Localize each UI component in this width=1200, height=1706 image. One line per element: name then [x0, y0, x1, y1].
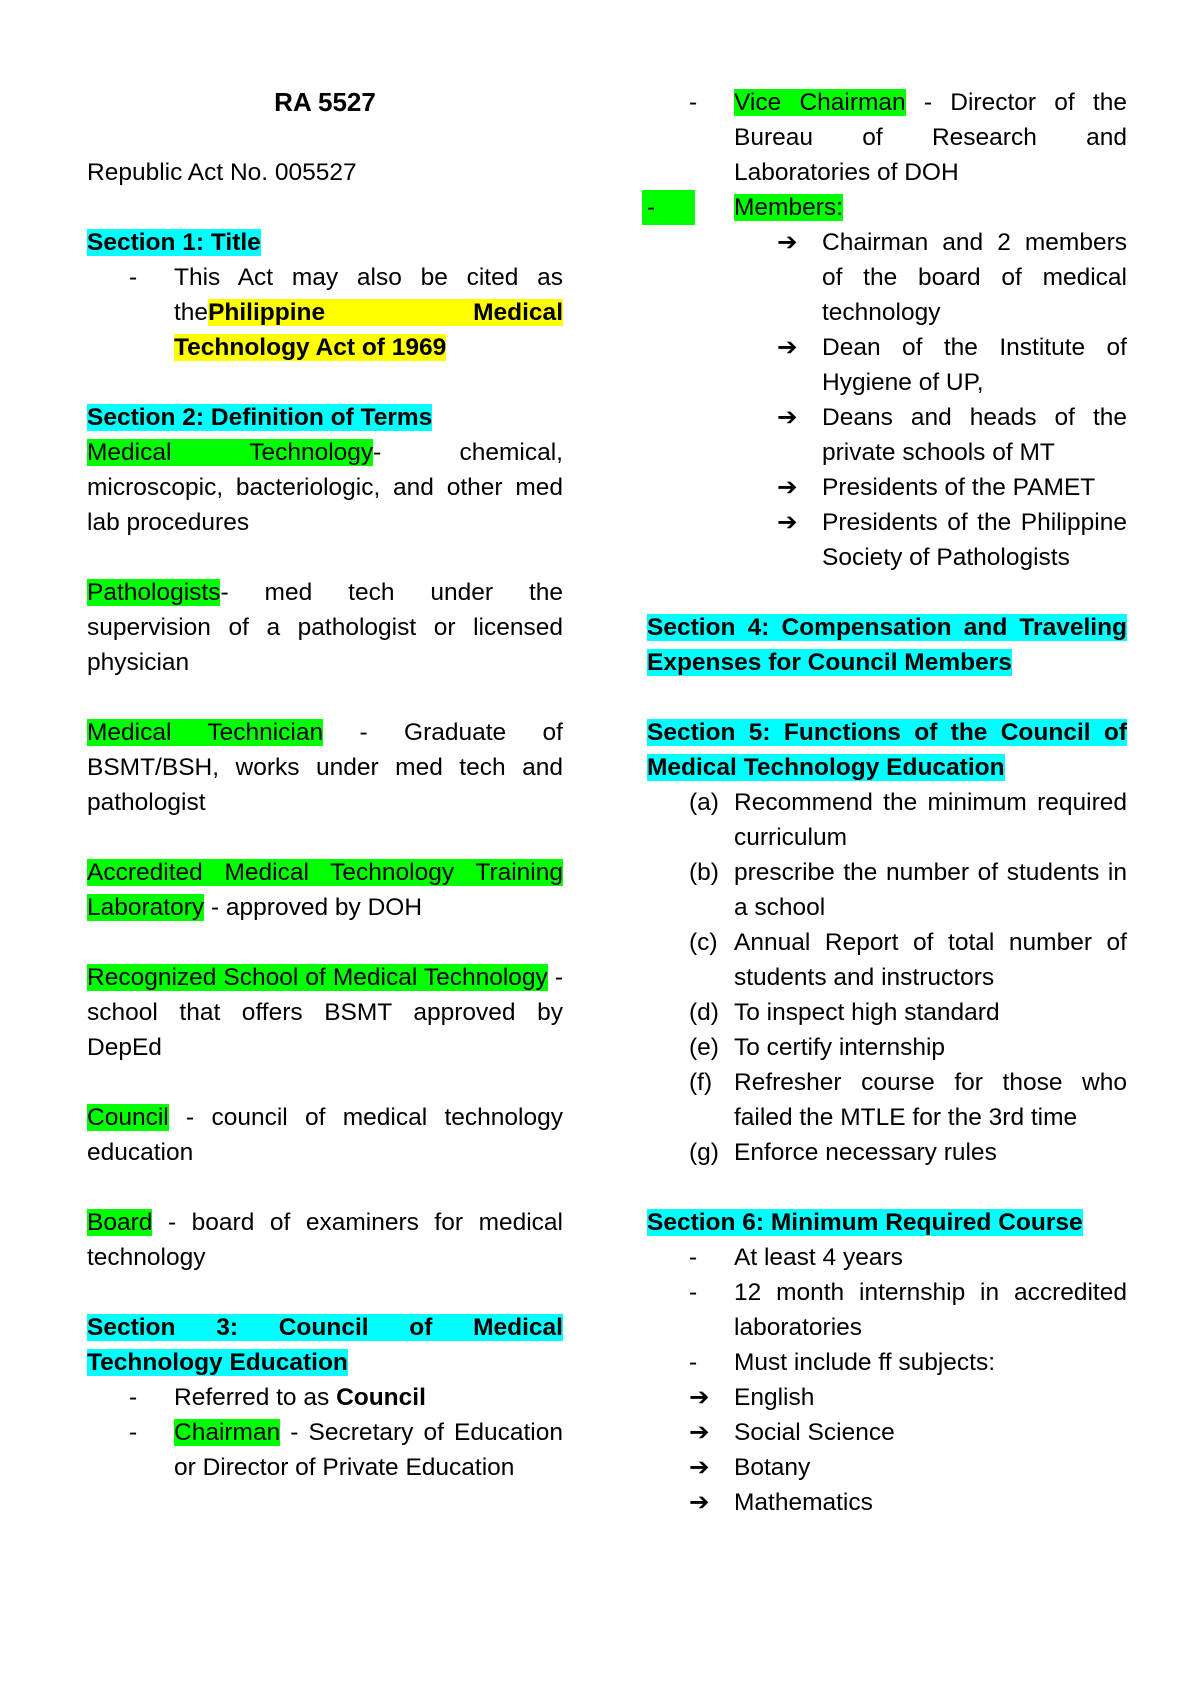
function-item: [647, 1135, 1127, 1170]
section-1-heading: Section 1: Title: [87, 229, 261, 256]
referred-council: Council: [336, 1384, 426, 1411]
vice-chairman-label: Vice Chairman: [734, 89, 906, 116]
chairman-label: Chairman: [174, 1419, 281, 1446]
section-3-heading: Section 3: Council of Medical Technology Education: [87, 1314, 563, 1376]
arrow-icon: ➔: [689, 1454, 710, 1481]
term-label: Recognized School of Medical Technology: [87, 964, 548, 991]
function-text: To inspect high standard: [734, 999, 1000, 1026]
item-letter: (c): [689, 929, 718, 956]
section-6-heading: Section 6: Minimum Required Course: [647, 1209, 1083, 1236]
act-name-highlight: Philippine Medical Technology Act of 1969: [174, 299, 563, 361]
subject-text: Mathematics: [734, 1489, 873, 1516]
dash-marker: -: [689, 1349, 698, 1376]
dash-marker: -: [129, 264, 138, 291]
term-label: Pathologists: [87, 579, 221, 606]
function-text: prescribe the number of students in a school: [734, 859, 1127, 921]
section-3-item: [87, 1380, 563, 1415]
item-letter: (e): [689, 1034, 719, 1061]
dash-marker: -: [689, 89, 698, 116]
course-item: [647, 1240, 1127, 1275]
arrow-icon: ➔: [689, 1489, 710, 1516]
left-column: [87, 85, 563, 1485]
arrow-icon: ➔: [777, 474, 798, 501]
course-text: At least 4 years: [734, 1244, 903, 1271]
member-entry: [647, 225, 1127, 330]
section-3-item: [87, 1415, 563, 1485]
member-text: Dean of the Institute of Hygiene of UP,: [822, 334, 1127, 396]
term-label: Board: [87, 1209, 153, 1236]
dash-marker: -: [129, 1419, 138, 1446]
term-label: Medical Technician: [87, 719, 324, 746]
course-item: [647, 1275, 1127, 1345]
members-item: [647, 190, 1127, 225]
term-label: Council: [87, 1104, 169, 1131]
function-text: Annual Report of total number of students and instructors: [734, 929, 1127, 991]
term-recognized-school: [87, 960, 563, 1065]
subject-item: [647, 1380, 1127, 1415]
item-letter: (a): [689, 789, 719, 816]
course-text: 12 month internship in accredited laboratories: [734, 1279, 1127, 1341]
member-entry: [647, 330, 1127, 400]
course-text: Must include ff subjects:: [734, 1349, 996, 1376]
function-item: [647, 1030, 1127, 1065]
term-label: Accredited Medical Technology Training Laboratory: [87, 859, 563, 921]
member-text: Deans and heads of the private schools of MT: [822, 404, 1127, 466]
subject-text: Social Science: [734, 1419, 895, 1446]
function-item: [647, 1065, 1127, 1135]
term-definition: - Graduate of BSMT/BSH, works under med tech and pathologist: [87, 719, 563, 816]
subject-text: Botany: [734, 1454, 811, 1481]
term-accredited-laboratory: [87, 855, 563, 925]
arrow-icon: ➔: [777, 404, 798, 431]
right-column: [647, 85, 1127, 1520]
function-item: [647, 995, 1127, 1030]
function-item: [647, 785, 1127, 855]
term-medical-technician: [87, 715, 563, 820]
item-letter: (d): [689, 999, 719, 1026]
member-text: Presidents of the PAMET: [822, 474, 1096, 501]
document-subtitle: Republic Act No. 005527: [87, 159, 357, 186]
term-definition: - med tech under the supervision of a pathologist or licensed physician: [87, 579, 563, 676]
subject-text: English: [734, 1384, 815, 1411]
chairman-text: - Secretary of Education or Director of Private Education: [174, 1419, 563, 1481]
section-1-item: [87, 260, 563, 365]
arrow-icon: ➔: [777, 509, 798, 536]
dash-marker: -: [689, 1244, 698, 1271]
term-label: Medical Technology: [87, 439, 374, 466]
course-item: [647, 1345, 1127, 1380]
section-5-heading: Section 5: Functions of the Council of Medical Technology Education: [647, 719, 1127, 781]
dash-marker: -: [129, 1384, 138, 1411]
members-label: Members:: [734, 194, 843, 221]
member-text: Chairman and 2 members of the board of medical technology: [822, 229, 1127, 326]
subject-item: [647, 1485, 1127, 1520]
term-definition: - approved by DOH: [204, 894, 423, 921]
function-text: Refresher course for those who failed the MTLE for the 3rd time: [734, 1069, 1127, 1131]
member-entry: [647, 400, 1127, 470]
term-medical-technology: [87, 435, 563, 540]
referred-prefix: Referred to as: [174, 1384, 330, 1411]
subject-item: [647, 1450, 1127, 1485]
dash-marker: -: [642, 190, 695, 225]
function-text: Enforce necessary rules: [734, 1139, 997, 1166]
document-title: RA 5527: [274, 87, 376, 117]
item-letter: (g): [689, 1139, 719, 1166]
subject-item: [647, 1415, 1127, 1450]
function-text: To certify internship: [734, 1034, 946, 1061]
arrow-icon: ➔: [689, 1384, 710, 1411]
function-text: Recommend the minimum required curriculum: [734, 789, 1127, 851]
arrow-icon: ➔: [777, 229, 798, 256]
member-text: Presidents of the Philippine Society of Pathologists: [822, 509, 1127, 571]
dash-marker: -: [689, 1279, 698, 1306]
arrow-icon: ➔: [689, 1419, 710, 1446]
term-definition: - school that offers BSMT approved by DepEd: [87, 964, 564, 1061]
member-entry: [647, 505, 1127, 575]
term-council: [87, 1100, 563, 1170]
term-pathologists: [87, 575, 563, 680]
item-letter: (b): [689, 859, 719, 886]
term-definition: - chemical, microscopic, bacteriologic, and other med lab procedures: [87, 439, 563, 536]
arrow-icon: ➔: [777, 334, 798, 361]
function-item: [647, 855, 1127, 925]
term-board: [87, 1205, 563, 1275]
vice-chairman-item: [647, 85, 1127, 190]
member-entry: [647, 470, 1127, 505]
section-4-heading: Section 4: Compensation and Traveling Expenses for Council Members: [647, 614, 1127, 676]
section-1-item-text: This Act may also be cited as the: [174, 264, 563, 326]
term-definition: - board of examiners for medical technology: [87, 1209, 563, 1271]
vice-chairman-text: - Director of the Bureau of Research and Laboratories of DOH: [734, 89, 1127, 186]
function-item: [647, 925, 1127, 995]
item-letter: (f): [689, 1069, 713, 1096]
section-2-heading: Section 2: Definition of Terms: [87, 404, 433, 431]
term-definition: - council of medical technology education: [87, 1104, 563, 1166]
